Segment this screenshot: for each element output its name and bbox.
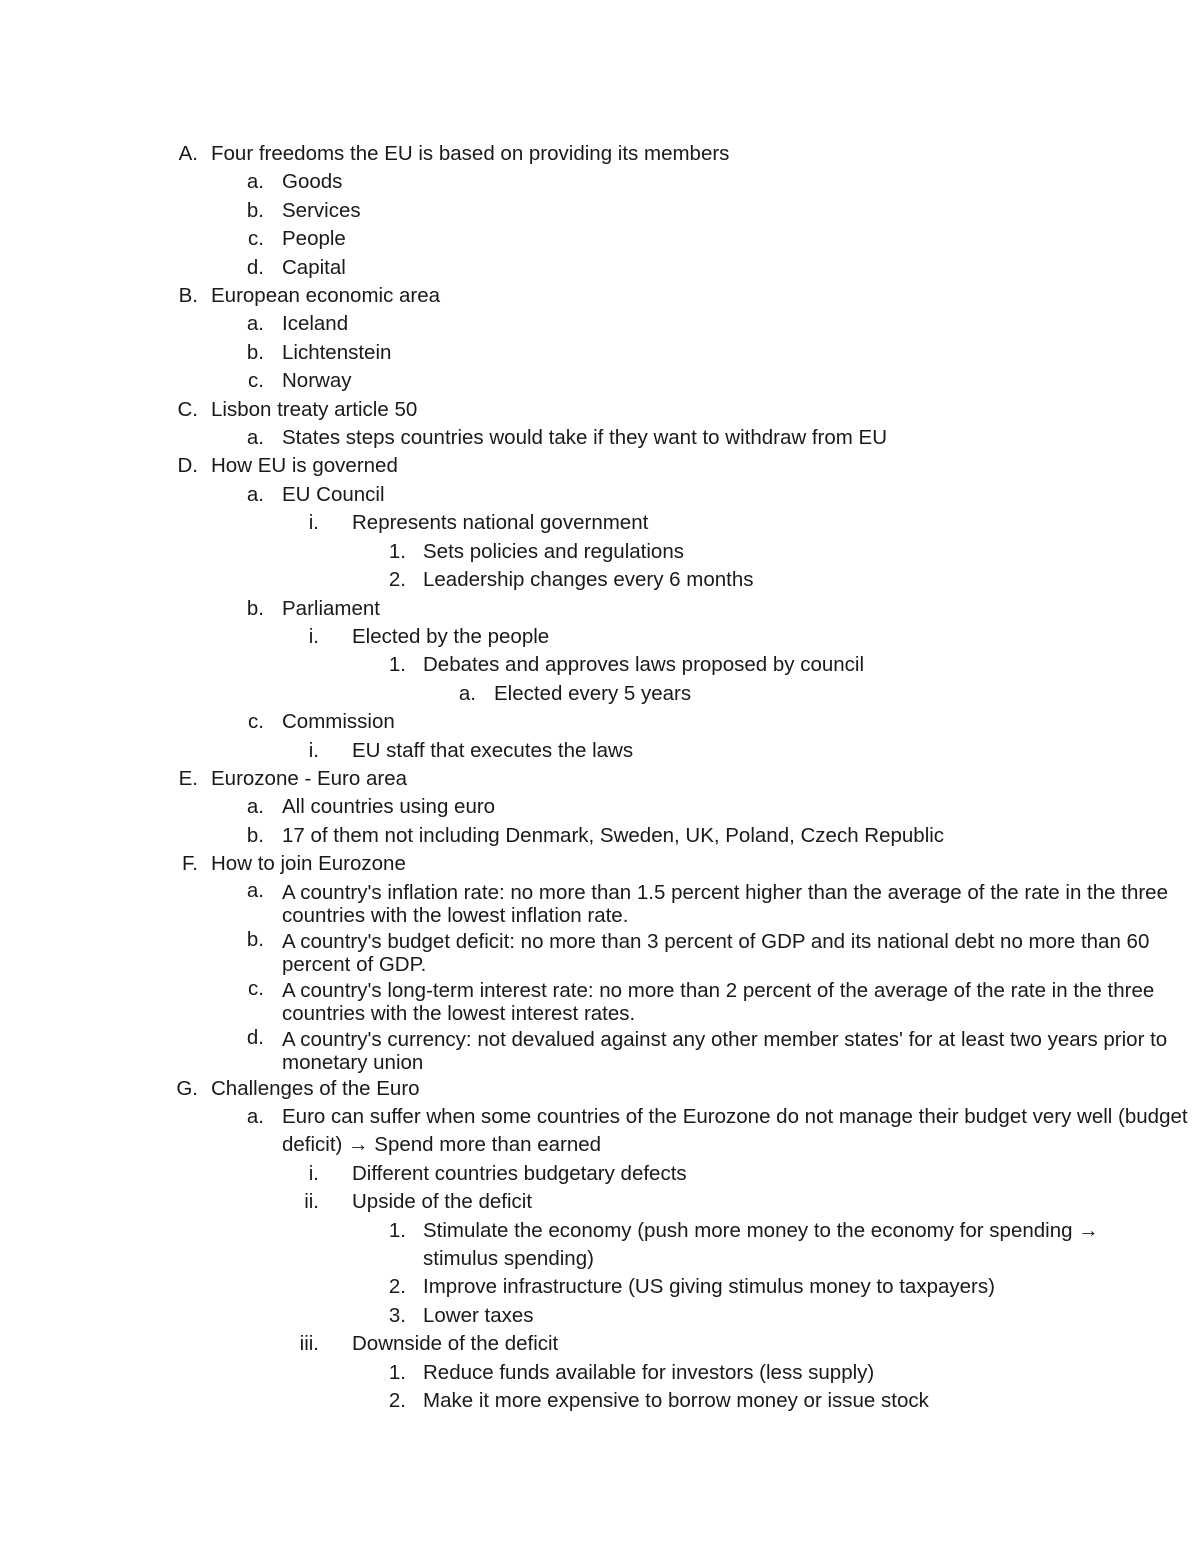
outline-text: States steps countries would take if they want to withdraw from EU <box>282 426 888 450</box>
outline-item-level-1 <box>0 1026 1200 1075</box>
outline-marker: 2. <box>388 1275 406 1299</box>
outline-text: Sets policies and regulations <box>423 539 684 563</box>
outline-text: Goods <box>282 170 343 194</box>
outline-item-level-2 <box>0 1160 1200 1188</box>
outline-item-level-3 <box>0 1217 1200 1274</box>
outline-marker: a. <box>246 1104 264 1128</box>
outline-item-level-1 <box>0 977 1200 1026</box>
outline-text: Four freedoms the EU is based on providing its members <box>211 142 730 165</box>
outline-text: Debates and approves laws proposed by council <box>423 653 865 677</box>
outline-item-level-1 <box>0 168 1200 196</box>
outline-marker: d. <box>246 255 264 279</box>
outline-marker: 1. <box>388 1360 406 1384</box>
outline-text: Norway <box>282 369 352 393</box>
outline-marker: i. <box>308 511 319 535</box>
outline-item-level-4 <box>0 680 1200 708</box>
outline-text: A country's currency: not devalued against any other member states' for at least two years prior to monetary union <box>282 1027 1168 1074</box>
outline-marker: C. <box>177 397 198 421</box>
outline-marker: a. <box>246 795 264 819</box>
outline-item-level-2 <box>0 737 1200 765</box>
outline-marker: 1. <box>388 539 406 563</box>
outline-marker: c. <box>248 976 264 1000</box>
outline-item-level-0 <box>0 765 1200 793</box>
outline-item-level-1 <box>0 595 1200 623</box>
outline-marker: F. <box>182 852 198 876</box>
outline-item-level-1 <box>0 225 1200 253</box>
outline-item-level-3 <box>0 1387 1200 1415</box>
outline-item-level-3 <box>0 1273 1200 1301</box>
outline-item-level-0 <box>0 396 1200 424</box>
outline-marker: b. <box>246 927 264 951</box>
outline-marker: i. <box>308 1161 319 1185</box>
outline-text: Different countries budgetary defects <box>352 1161 687 1185</box>
outline-marker: G. <box>176 1076 198 1100</box>
outline-text: Improve infrastructure (US giving stimulus money to taxpayers) <box>423 1275 995 1299</box>
outline-marker: 1. <box>388 1218 406 1242</box>
outline-document <box>0 140 1200 1415</box>
outline-marker: 2. <box>388 1389 406 1413</box>
outline-text: Leadership changes every 6 months <box>423 568 754 592</box>
outline-text: 17 of them not including Denmark, Sweden, UK, Poland, Czech Republic <box>282 823 945 847</box>
outline-marker: a. <box>246 170 264 194</box>
outline-text: Lower taxes <box>423 1303 534 1327</box>
outline-marker: 2. <box>388 568 406 592</box>
outline-marker: a. <box>246 426 264 450</box>
outline-item-level-1 <box>0 708 1200 736</box>
outline-text: A country's budget deficit: no more than 3 percent of GDP and its national debt no more than 60 percent of GDP. <box>282 929 1150 976</box>
outline-marker: ii. <box>304 1190 319 1214</box>
outline-marker: 1. <box>388 653 406 677</box>
outline-text: Downside of the deficit <box>352 1332 559 1356</box>
outline-item-level-1 <box>0 879 1200 928</box>
outline-text: Services <box>282 198 361 222</box>
outline-text: Iceland <box>282 312 349 336</box>
outline-text: Stimulate the economy (push more money to the economy for spending → stimulus spending) <box>423 1218 1099 1270</box>
outline-item-level-1 <box>0 310 1200 338</box>
outline-text: Parliament <box>282 596 380 620</box>
outline-item-level-3 <box>0 651 1200 679</box>
outline-text: EU Council <box>282 482 385 506</box>
outline-marker: a. <box>458 681 476 705</box>
outline-marker: i. <box>308 624 319 648</box>
outline-item-level-3 <box>0 566 1200 594</box>
outline-item-level-2 <box>0 1188 1200 1216</box>
outline-item-level-1 <box>0 822 1200 850</box>
outline-item-level-1 <box>0 928 1200 977</box>
outline-marker: b. <box>246 198 264 222</box>
outline-item-level-2 <box>0 509 1200 537</box>
outline-text: Challenges of the Euro <box>211 1076 420 1100</box>
outline-text: All countries using euro <box>282 795 496 819</box>
outline-item-level-0 <box>0 850 1200 878</box>
outline-item-level-3 <box>0 1302 1200 1330</box>
outline-marker: c. <box>248 369 264 393</box>
outline-text: How to join Eurozone <box>211 852 406 876</box>
outline-item-level-3 <box>0 1359 1200 1387</box>
outline-text: Lisbon treaty article 50 <box>211 397 418 421</box>
outline-item-level-0 <box>0 452 1200 480</box>
outline-item-level-1 <box>0 1103 1200 1160</box>
outline-item-level-1 <box>0 424 1200 452</box>
outline-item-level-3 <box>0 538 1200 566</box>
outline-marker: c. <box>248 227 264 251</box>
outline-text: Lichtenstein <box>282 340 392 364</box>
outline-marker: a. <box>246 482 264 506</box>
outline-text: Reduce funds available for investors (less supply) <box>423 1360 875 1384</box>
outline-item-level-1 <box>0 481 1200 509</box>
outline-text: Euro can suffer when some countries of the Eurozone do not manage their budget very well (budget deficit) → Spend more than earned <box>282 1104 1188 1157</box>
outline-item-level-1 <box>0 793 1200 821</box>
outline-item-level-2 <box>0 623 1200 651</box>
outline-text: Eurozone - Euro area <box>211 766 408 790</box>
outline-marker: b. <box>246 340 264 364</box>
outline-text: Make it more expensive to borrow money or issue stock <box>423 1389 929 1413</box>
outline-marker: iii. <box>299 1332 319 1356</box>
outline-text: Upside of the deficit <box>352 1190 533 1214</box>
outline-item-level-0 <box>0 140 1200 168</box>
outline-marker: A. <box>178 142 198 165</box>
outline-item-level-1 <box>0 339 1200 367</box>
outline-marker: B. <box>178 284 198 308</box>
outline-marker: c. <box>248 710 264 734</box>
outline-text: A country's long-term interest rate: no more than 2 percent of the average of the rate in the three countries with the lowest interest rates. <box>282 978 1155 1025</box>
outline-text: How EU is governed <box>211 454 398 478</box>
outline-marker: E. <box>178 766 198 790</box>
outline-marker: b. <box>246 823 264 847</box>
outline-text: Represents national government <box>352 511 649 535</box>
outline-text: People <box>282 227 346 251</box>
outline-text: A country's inflation rate: no more than 1.5 percent higher than the average of the rate in the three countries with the lowest inflation rate. <box>282 880 1168 927</box>
outline-item-level-2 <box>0 1330 1200 1358</box>
outline-item-level-1 <box>0 254 1200 282</box>
outline-item-level-0 <box>0 282 1200 310</box>
outline-item-level-1 <box>0 367 1200 395</box>
outline-text: Elected every 5 years <box>494 681 692 705</box>
outline-item-level-0 <box>0 1075 1200 1103</box>
outline-marker: a. <box>246 878 264 902</box>
outline-marker: i. <box>308 738 319 762</box>
outline-marker: b. <box>246 596 264 620</box>
outline-item-level-1 <box>0 197 1200 225</box>
outline-marker: a. <box>246 312 264 336</box>
outline-marker: D. <box>177 454 198 478</box>
outline-text: Elected by the people <box>352 624 550 648</box>
outline-marker: 3. <box>388 1303 406 1327</box>
outline-text: Capital <box>282 255 346 279</box>
outline-text: European economic area <box>211 284 441 308</box>
outline-text: Commission <box>282 710 395 734</box>
outline-marker: d. <box>246 1025 264 1049</box>
outline-text: EU staff that executes the laws <box>352 738 634 762</box>
